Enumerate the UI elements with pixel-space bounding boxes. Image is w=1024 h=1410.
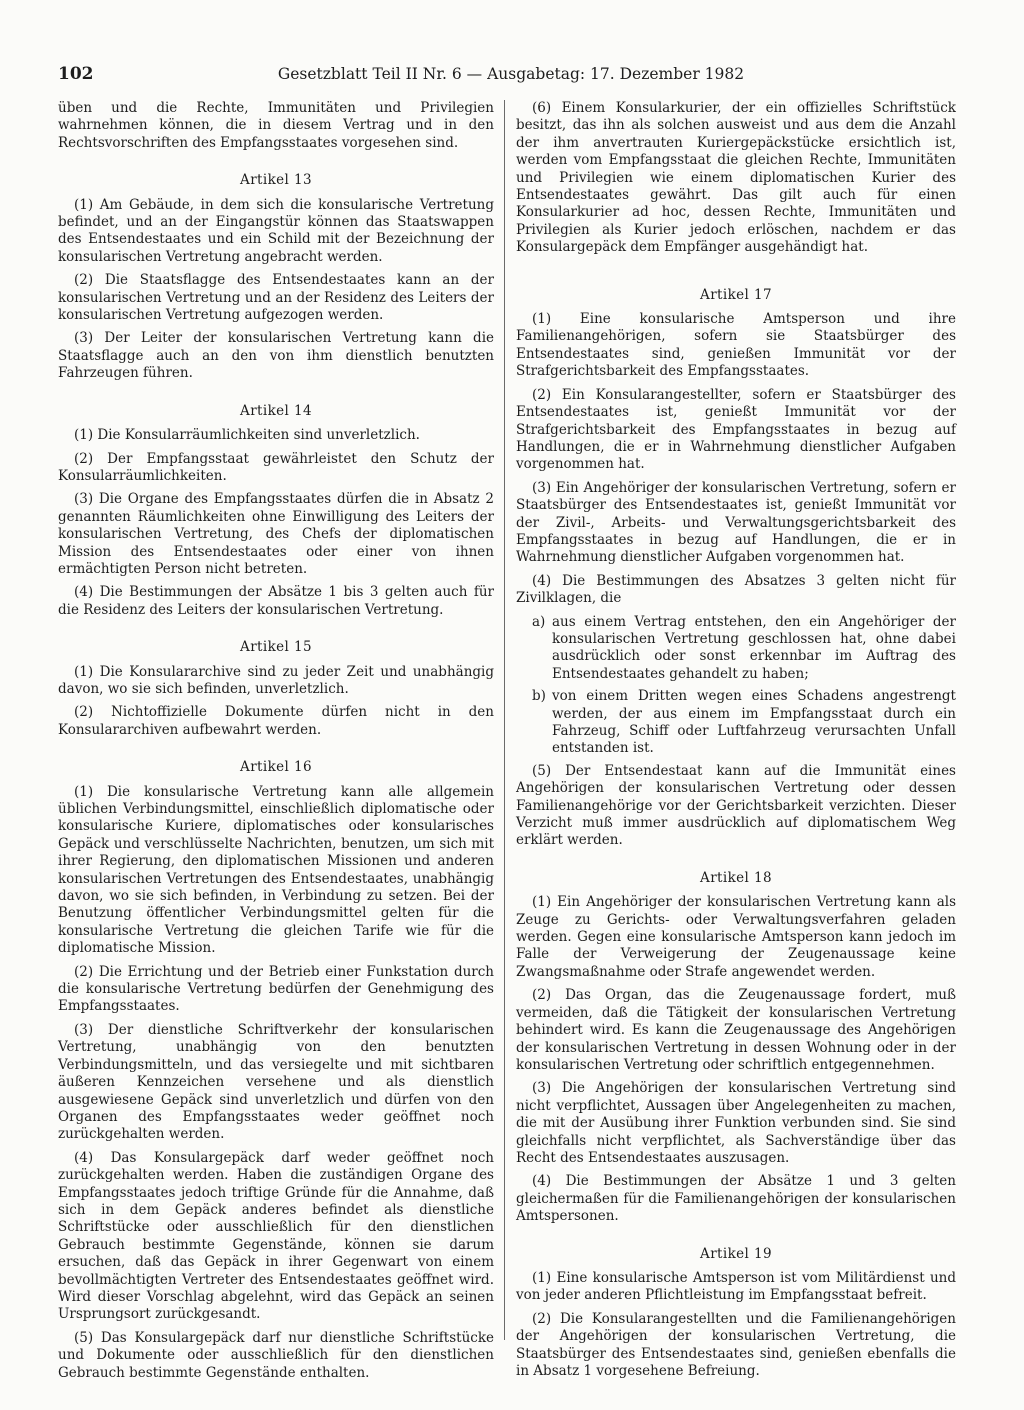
article-19-heading: Artikel 19	[700, 1245, 772, 1262]
article-19-para-2: (2) Die Konsularangestellten und die Familienangehörigen der Angehörigen der konsularischen Vertretung, die Staatsbürger des Entsendestaates sind, genießen ebenfalls die in Absatz 1 vorgesehene Befreiung.	[516, 1310, 956, 1379]
article-18-heading: Artikel 18	[700, 869, 772, 886]
article-18-para-1: (1) Ein Angehöriger der konsularischen Vertretung kann als Zeuge zu Gerichts- oder Verwaltungsverfahren geladen werden. Gegen eine konsularische Amtsperson kann jedoch im Falle der Verweigerung der Zeugenaussage keine Zwangsmaßnahme oder Strafe angewendet werden.	[516, 894, 956, 980]
article-16-para-4: (4) Das Konsulargepäck darf weder geöffnet noch zurückgehalten werden. Haben die zuständigen Organe des Empfangsstaates jedoch triftige Gründe für die Annahme, daß sich in dem Gepäck anderes befindet als dienstliche Schriftstücke oder ausschließlich für den dienstlichen Gebrauch bestimmte Gegenstände, können sie darum ersuchen, daß das Gepäck in ihrer Gegenwart von einem bevollmächtigten Vertreter des Entsendestaates geöffnet wird. Wird dieser Vorschlag abgelehnt, wird das Gepäck an seinen Ursprungsort zurückgesandt.	[58, 1149, 494, 1323]
article-13-heading: Artikel 13	[240, 172, 312, 189]
article-16-para-1: (1) Die konsularische Vertretung kann alle allgemein üblichen Verbindungsmittel, einschließlich diplomatische oder konsularische Kuriere, diplomatisches oder konsularisches Gepäck und verschlüsselte Nachrichten, benutzen, um sich mit ihrer Regierung, den diplomatischen Missionen und anderen konsularischen Vertretungen des Entsendestaates, unabhängig davon, wo sie sich befinden, in Verbindung zu setzen. Bei der Benutzung öffentlicher Verbindungsmittel gelten für die konsularische Vertretung die gleichen Tarife wie für die diplomatische Mission.	[58, 783, 494, 957]
article-18-para-4: (4) Die Bestimmungen der Absätze 1 und 3 gelten gleichermaßen für die Familienangehörigen der konsularischen Amtspersonen.	[516, 1173, 956, 1225]
article-16-heading: Artikel 16	[240, 759, 312, 776]
article-17-para-1: (1) Eine konsularische Amtsperson und ihre Familienangehörigen, sofern sie Staatsbürger des Entsendestaates sind, genießen Immunität vor der Strafgerichtsbarkeit des Empfangsstaates.	[516, 311, 956, 380]
list-item-text: von einem Dritten wegen eines Schadens angestrengt werden, der aus einem im Empfangsstaat durch ein Fahrzeug, Schiff oder Luftfahrzeug verursachten Unfall entstanden ist.	[552, 688, 956, 757]
article-16-para-3: (3) Der dienstliche Schriftverkehr der konsularischen Vertretung, unabhängig von den benutzten Verbindungsmitteln, und das versiegelte und mit sichtbaren äußeren Kennzeichen versehene und als dienstlich ausgewiesene Gepäck sind unverletzlich und dürfen von den Organen des Empfangsstaates weder geöffnet noch zurückgehalten werden.	[58, 1021, 494, 1143]
list-marker: b)	[532, 688, 546, 705]
list-item-text: aus einem Vertrag entstehen, den ein Angehöriger der konsularischen Vertretung geschlossen hat, ohne dabei ausdrücklich oder sonst erkennbar im Auftrag des Entsendestaates gehandelt zu haben;	[552, 613, 956, 682]
article-17-para-2: (2) Ein Konsularangestellter, sofern er Staatsbürger des Entsendestaates ist, genießt Immunität vor der Strafgerichtsbarkeit des Empfangsstaates in bezug auf Handlungen, die er in Wahrnehmung dienstlicher Aufgaben vorgenommen hat.	[516, 386, 956, 473]
article-14-para-2: (2) Der Empfangsstaat gewährleistet den Schutz der Konsularräumlichkeiten.	[58, 450, 494, 484]
article-17-item-a	[516, 614, 956, 684]
article-15-para-2: (2) Nichtoffizielle Dokumente dürfen nicht in den Konsulararchiven aufbewahrt werden.	[58, 704, 494, 738]
article-14-para-3: (3) Die Organe des Empfangsstaates dürfen die in Absatz 2 genannten Räumlichkeiten ohne Einwilligung des Leiters der konsularischen Vertretung, des Chefs der diplomatischen Mission des Entsendestaates oder einer von ihnen ermächtigten Person nicht betreten.	[58, 491, 494, 577]
article-18-para-3: (3) Die Angehörigen der konsularischen Vertretung sind nicht verpflichtet, Aussagen über Angelegenheiten zu machen, die mit der Ausübung ihrer Funktion verbunden sind. Sie sind gleichfalls nicht verpflichtet, als Sachverständige über das Recht des Entsendestaates auszusagen.	[516, 1080, 956, 1166]
article-17-para-3: (3) Ein Angehöriger der konsularischen Vertretung, sofern er Staatsbürger des Entsendestaates ist, genießt Immunität vor der Zivil-, Arbeits- und Verwaltungsgerichtsbarkeit des Empfangsstaates in bezug auf Handlungen, die er in Wahrnehmung dienstlicher Aufgaben vorgenommen hat.	[516, 479, 956, 566]
article-16-para-2: (2) Die Errichtung und der Betrieb einer Funkstation durch die konsularische Vertretung bedürfen der Genehmigung des Empfangsstaates.	[58, 963, 494, 1015]
article-17-item-b	[516, 688, 956, 758]
article-17-para-5: (5) Der Entsendestaat kann auf die Immunität eines Angehörigen der konsularischen Vertretung oder dessen Familienangehörige vor der Gerichtsbarkeit verzichten. Dieser Verzicht muß immer ausdrücklich auf diplomatischem Weg erklärt werden.	[516, 762, 956, 849]
article-15-heading: Artikel 15	[240, 639, 312, 656]
article-13-para-2: (2) Die Staatsflagge des Entsendestaates kann an der konsularischen Vertretung und an der Residenz des Leiters der konsularischen Vertretung aufgezogen werden.	[58, 272, 494, 324]
intro-paragraph: üben und die Rechte, Immunitäten und Privilegien wahrnehmen können, die in diesem Vertrag und in den Rechtsvorschriften des Empfangsstaates vorgesehen sind.	[58, 100, 494, 151]
article-14-para-1: (1) Die Konsularräumlichkeiten sind unverletzlich.	[74, 427, 420, 444]
article-18-para-2: (2) Das Organ, das die Zeugenaussage fordert, muß vermeiden, daß die Tätigkeit der konsularischen Vertretung behindert wird. Es kann die Zeugenaussage des Angehörigen der konsularischen Vertretung in dessen Wohnung oder in der konsularischen Vertretung oder schriftlich entgegennehmen.	[516, 987, 956, 1073]
article-16-para-6: (6) Einem Konsularkurier, der ein offizielles Schriftstück besitzt, das ihn als solchen ausweist und aus dem die Anzahl der ihm anvertrauten Kuriergepäckstücke ersichtlich ist, werden vom Empfangsstaat die gleichen Rechte, Immunitäten und Privilegien wie einem diplomatischen Kurier des Entsendestaates gewährt. Das gilt auch für einen Konsularkurier ad hoc, dessen Rechte, Immunitäten und Privilegien als Kurier jedoch erlöschen, nachdem er das Konsulargepäck dem Empfänger ausgehändigt hat.	[516, 100, 956, 256]
article-13-para-3: (3) Der Leiter der konsularischen Vertretung kann die Staatsflagge auch an den von ihm dienstlich benutzten Fahrzeugen führen.	[58, 330, 494, 382]
article-19-para-1: (1) Eine konsularische Amtsperson ist vom Militärdienst und von jeder anderen Pflichtleistung im Empfangsstaat befreit.	[516, 1269, 956, 1304]
running-title: Gesetzblatt Teil II Nr. 6 — Ausgabetag: 17. Dezember 1982	[277, 65, 745, 83]
article-17-heading: Artikel 17	[700, 286, 772, 303]
right-column	[516, 100, 956, 1386]
article-16-para-5: (5) Das Konsulargepäck darf nur dienstliche Schriftstücke und Dokumente oder ausschließlich für den dienstlichen Gebrauch bestimmte Gegenstände enthalten.	[58, 1329, 494, 1381]
left-column	[58, 100, 494, 1388]
article-13-para-1: (1) Am Gebäude, in dem sich die konsularische Vertretung befindet, und an der Eingangstür können das Staatswappen des Entsendestaates und ein Schild mit der Bezeichnung der konsularischen Vertretung angebracht werden.	[58, 196, 494, 265]
article-14-para-4: (4) Die Bestimmungen der Absätze 1 bis 3 gelten auch für die Residenz des Leiters der konsularischen Vertretung.	[58, 584, 494, 618]
article-15-para-1: (1) Die Konsulararchive sind zu jeder Zeit und unabhängig davon, wo sie sich befinden, unverletzlich.	[58, 663, 494, 697]
page-number: 102	[58, 64, 94, 84]
column-divider	[504, 100, 505, 1340]
article-14-heading: Artikel 14	[240, 402, 312, 419]
page-header	[58, 64, 964, 88]
article-17-para-4: (4) Die Bestimmungen des Absatzes 3 gelten nicht für Zivilklagen, die	[516, 572, 956, 607]
list-marker: a)	[532, 613, 546, 630]
